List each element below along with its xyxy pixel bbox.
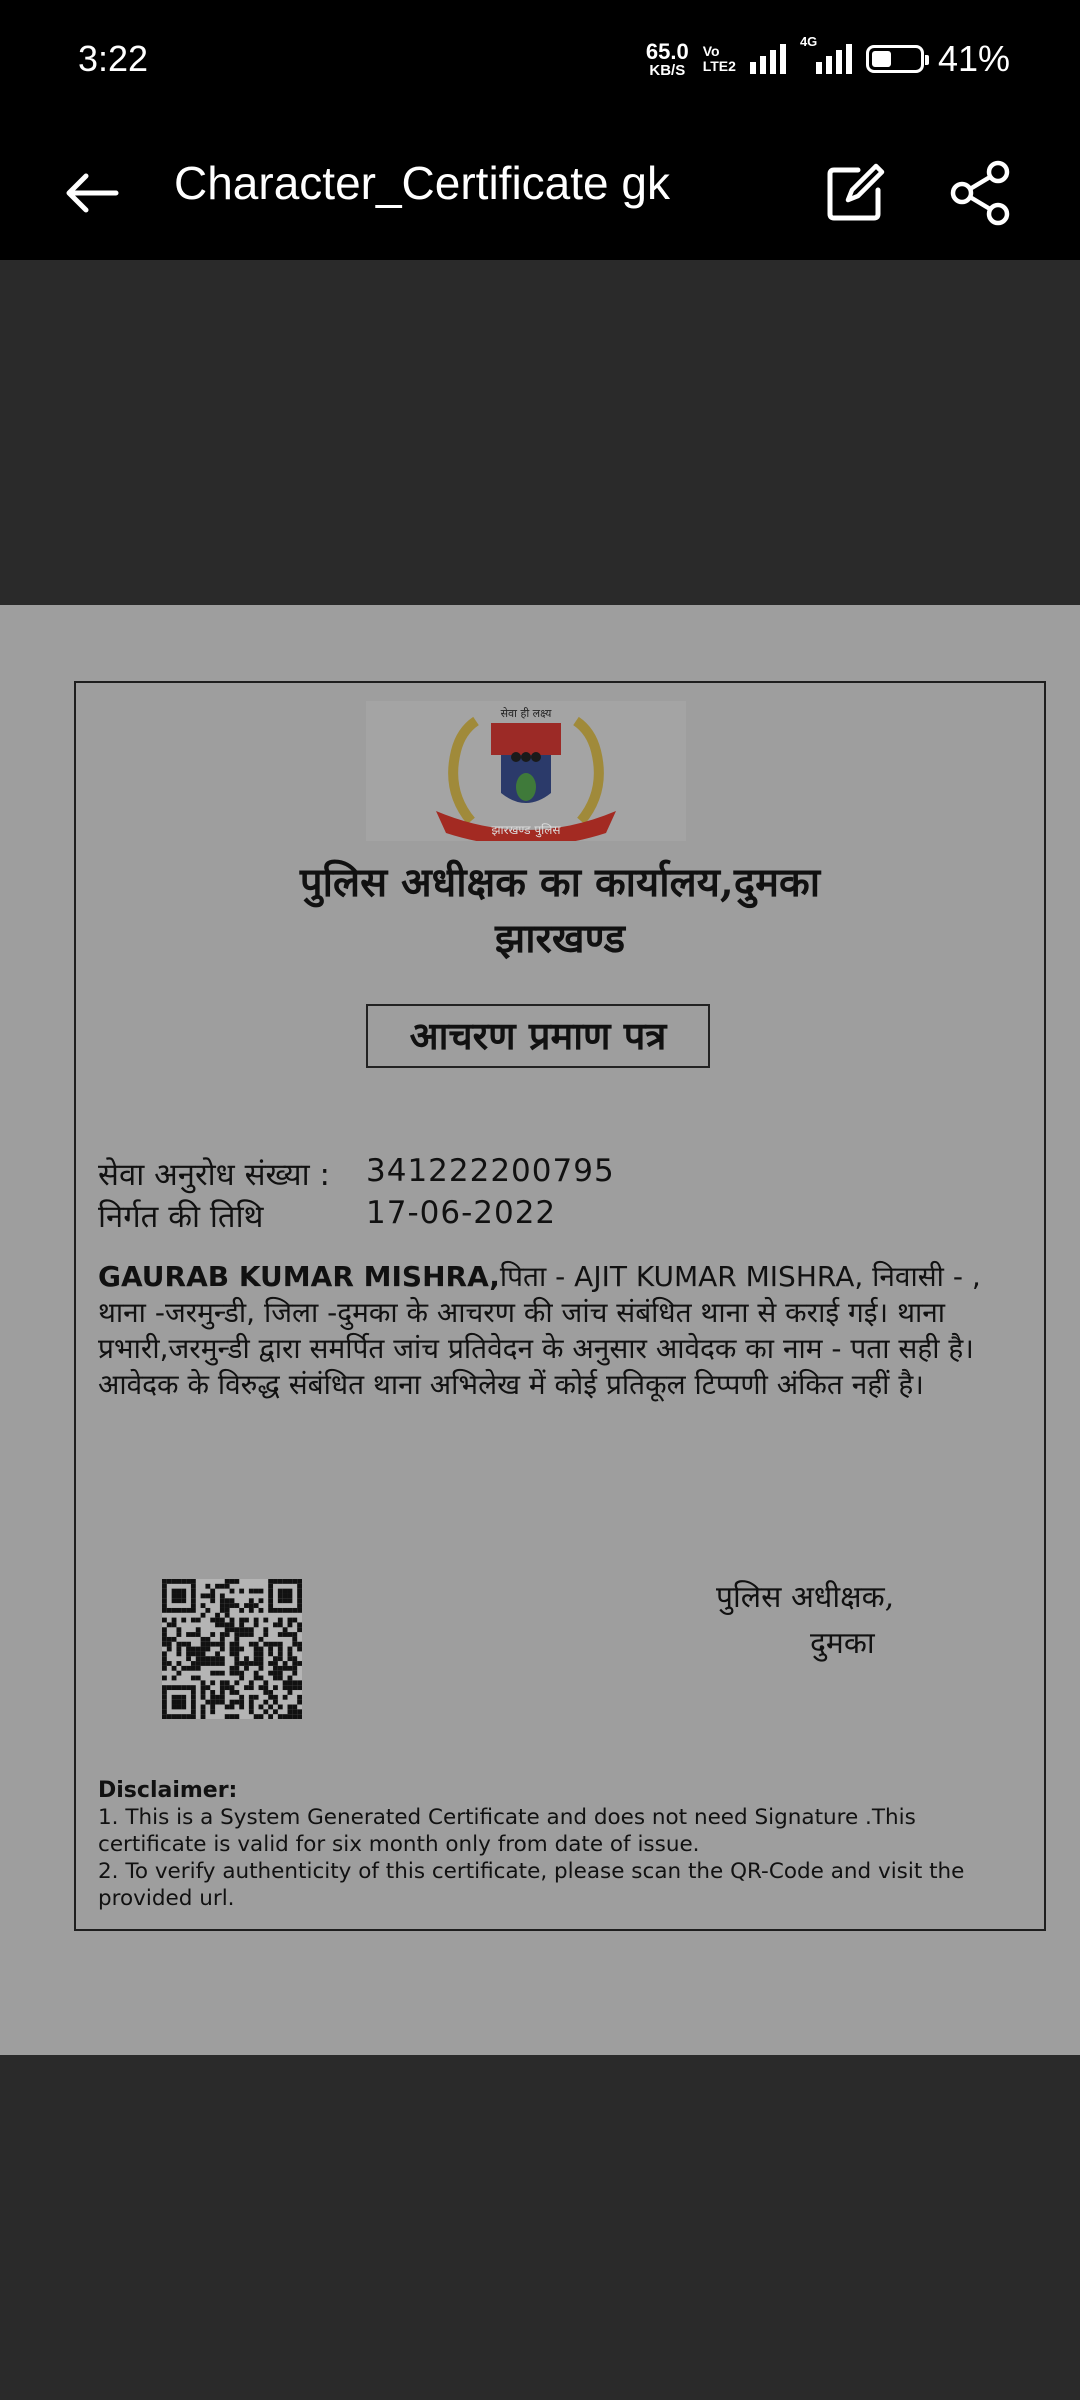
volte-icon: [703, 44, 736, 73]
volte-bottom: LTE2: [702, 58, 736, 74]
volte-top: Vo: [702, 43, 720, 60]
signatory-title: पुलिस अधीक्षक,: [716, 1580, 895, 1615]
share-icon: [944, 156, 1018, 230]
applicant-name: GAURAB KUMAR MISHRA,: [98, 1260, 500, 1293]
disclaimer-item-1: 1. This is a System Generated Certificate and does not need Signature .This certificate is valid for six month only from date of issue.: [98, 1805, 916, 1857]
certificate: [74, 681, 1046, 1931]
police-emblem: [366, 701, 686, 841]
service-request-label: सेवा अनुरोध संख्या :: [98, 1157, 330, 1193]
status-time: 3:22: [78, 38, 149, 79]
qr-code[interactable]: [162, 1579, 302, 1719]
share-button[interactable]: [944, 156, 1018, 230]
document-page[interactable]: [0, 605, 1080, 2055]
emblem-ribbon: झारखण्ड पुलिस: [491, 823, 561, 837]
status-bar: [0, 0, 1080, 126]
issue-date-label: निर्गत की तिथि: [98, 1199, 264, 1235]
service-request-value: 341222200795: [366, 1153, 615, 1189]
battery-icon: [866, 45, 924, 73]
office-name: पुलिस अधीक्षक का कार्यालय,दुमका: [299, 859, 821, 906]
disclaimer: [98, 1777, 998, 1912]
back-button[interactable]: [56, 158, 126, 228]
disclaimer-item-2: 2. To verify authenticity of this certificate, please scan the QR-Code and visit the provided url.: [98, 1859, 965, 1911]
edit-icon: [818, 156, 892, 230]
office-state: झारखण्ड: [494, 915, 626, 962]
signal-icon: [750, 44, 786, 74]
disclaimer-heading: Disclaimer:: [98, 1778, 238, 1803]
certificate-body: [98, 1259, 1018, 1403]
certificate-title: आचरण प्रमाण पत्र: [366, 1004, 710, 1068]
status-icons: [645, 34, 1010, 80]
network-speed: [645, 38, 689, 79]
signatory-place: दुमका: [810, 1626, 875, 1661]
battery-fill: [872, 51, 891, 67]
emblem-motto: सेवा ही लक्ष्य: [500, 707, 552, 720]
issue-date-value: 17-06-2022: [366, 1195, 557, 1231]
network-speed-value: 65.0: [645, 38, 689, 64]
network-speed-unit: KB/S: [649, 61, 686, 79]
network-type: 4G: [799, 34, 818, 49]
edit-button[interactable]: [818, 156, 892, 230]
document-title: Character_Certificate gk: [174, 157, 670, 209]
issue-date-row: [98, 1195, 557, 1237]
certificate-body-text: पिता - AJIT KUMAR MISHRA, निवासी - , थाना -जरमुन्डी, जिला -दुमका के आचरण की जांच संबंधित थाना से कराई गई। थाना प्रभारी,जरमुन्डी द्वारा समर्पित जांच प्रतिवेदन के अनुसार आवेदक का नाम - पता सही है। आवेदक के विरुद्ध संबंधित थाना अभिलेख में कोई प्रतिकूल टिप्पणी अंकित नहीं है।: [98, 1260, 981, 1401]
service-request-row: [98, 1153, 615, 1195]
signal-4g-icon: [799, 34, 852, 74]
arrow-left-icon: [56, 158, 126, 228]
app-toolbar: [0, 126, 1080, 260]
battery-percent: 41%: [937, 38, 1010, 79]
